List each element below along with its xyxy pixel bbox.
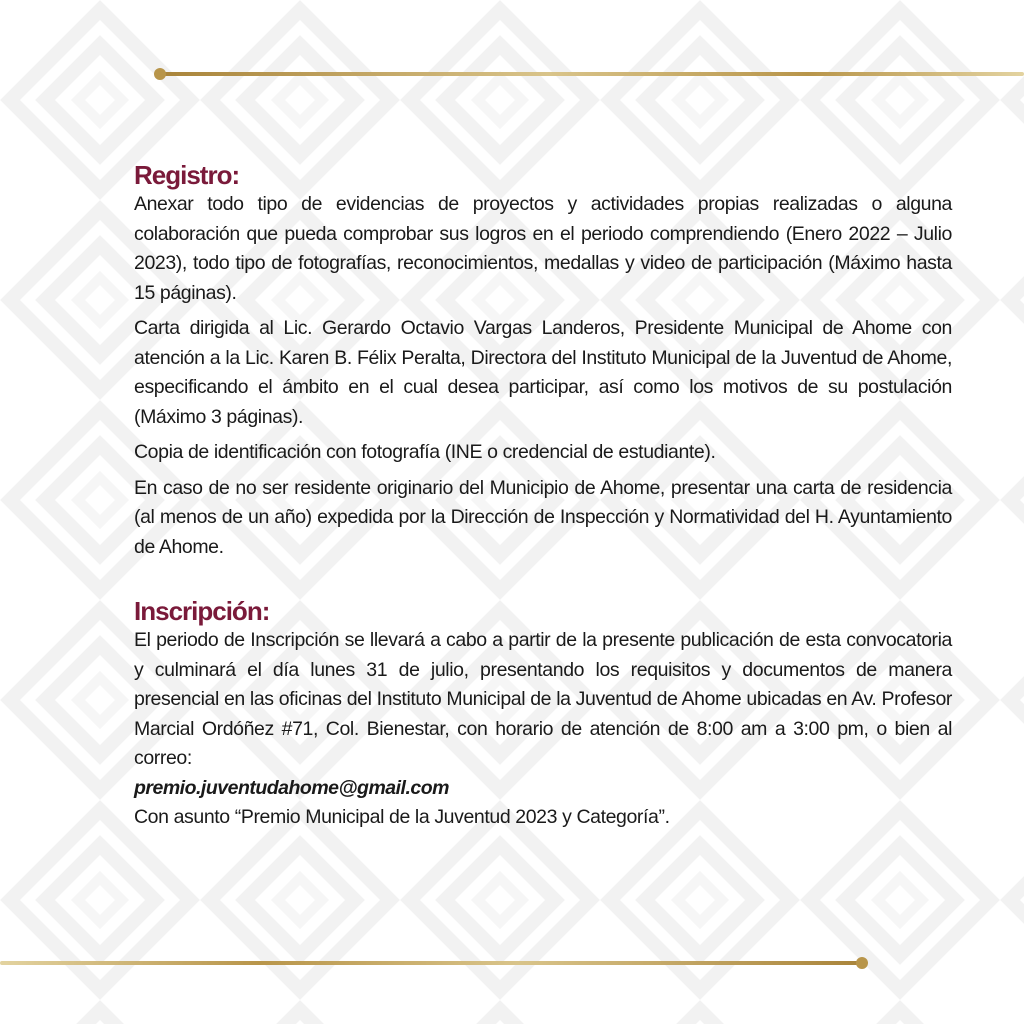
document-body	[134, 160, 952, 833]
registro-paragraph-carta: Carta dirigida al Lic. Gerardo Octavio Vargas Landeros, Presidente Municipal de Ahome con atención a la Lic. Karen B. Félix Peralta, Directora del Instituto Municipal de la Juventud de Ahome, especificando el ámbito en el cual desea participar, así como los motivos de su postulación (Máximo 3 páginas).	[134, 317, 952, 428]
section-spacer	[134, 562, 952, 596]
inscripcion-heading: Inscripción:	[134, 596, 270, 626]
inscripcion-paragraph: El periodo de Inscripción se llevará a cabo a partir de la presente publicación de esta convocatoria y culminará el día lunes 31 de julio, presentando los requisitos y documentos de manera presencial en las oficinas del Instituto Municipal de la Juventud de Ahome ubicadas en Av. Profesor Marcial Ordóñez #71, Col. Bienestar, con horario de atención de 8:00 am a 3:00 pm, o bien al correo:	[134, 629, 952, 769]
bottom-gold-dot	[856, 957, 868, 969]
top-gold-dot	[154, 68, 166, 80]
inscripcion-subject-line: Con asunto “Premio Municipal de la Juventud 2023 y Categoría”.	[134, 806, 670, 828]
registro-paragraph-evidencias: Anexar todo tipo de evidencias de proyectos y actividades propias realizadas o alguna colaboración que pueda comprobar sus logros en el periodo comprendiendo (Enero 2022 – Julio 2023), todo tipo de fotografías, reconocimientos, medallas y video de participación (Máximo hasta 15 páginas).	[134, 193, 952, 304]
registro-paragraph-identificacion: Copia de identificación con fotografía (INE o credencial de estudiante).	[134, 441, 716, 463]
registro-heading: Registro:	[134, 160, 240, 190]
registro-paragraph-residencia: En caso de no ser residente originario del Municipio de Ahome, presentar una carta de residencia (al menos de un año) expedida por la Dirección de Inspección y Normatividad del H. Ayuntamiento de Ahome.	[134, 476, 952, 558]
bottom-gold-divider	[0, 961, 862, 965]
contact-email-link[interactable]: premio.juventudahome@gmail.com	[134, 776, 449, 799]
top-gold-divider	[160, 72, 1024, 76]
